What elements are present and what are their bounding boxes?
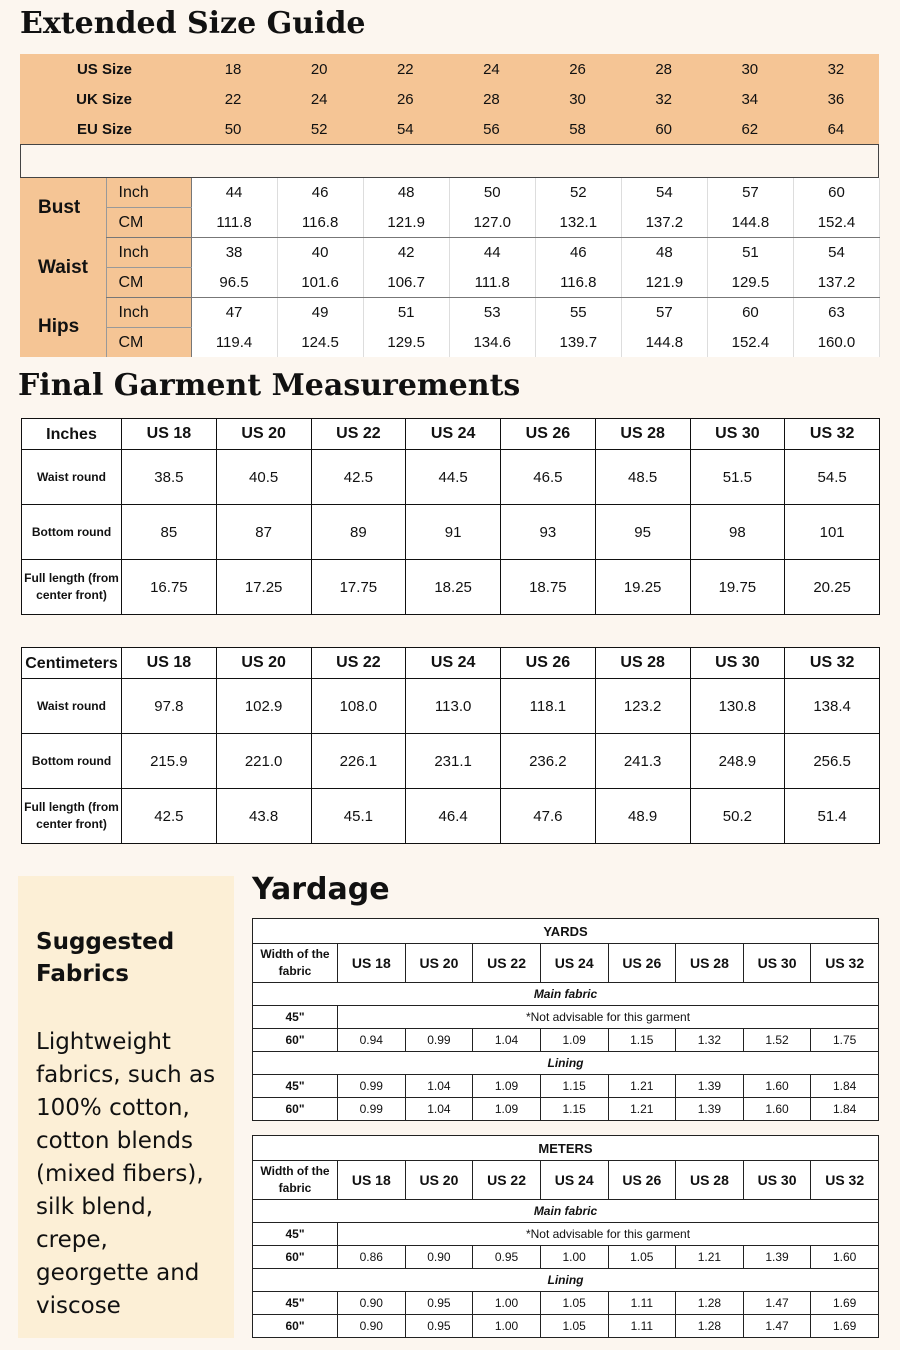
size-header: US 18 (338, 1161, 406, 1200)
measurement-value: 127.0 (449, 208, 535, 238)
unit-corner-label: Inches (22, 419, 122, 450)
size-value: 26 (362, 84, 448, 114)
yardage-title: Yardage (252, 872, 390, 907)
garment-value: 215.9 (122, 734, 217, 789)
measurement-value: 144.8 (621, 328, 707, 358)
measurement-value: 137.2 (621, 208, 707, 238)
garment-header-row (22, 419, 880, 450)
garment-inches-table (21, 418, 880, 615)
size-header: US 28 (676, 944, 744, 983)
yardage-value: 1.05 (608, 1246, 676, 1269)
yardage-value: 1.75 (811, 1029, 879, 1052)
garment-value: 95 (595, 505, 690, 560)
size-header: US 24 (406, 648, 501, 679)
garment-value: 17.75 (311, 560, 406, 615)
fabric-width-label: 45" (253, 1292, 338, 1315)
size-value: 20 (276, 54, 362, 84)
yardage-row (253, 1246, 879, 1269)
size-header: US 30 (690, 648, 785, 679)
garment-value: 18.75 (501, 560, 596, 615)
yardage-value: 1.21 (676, 1246, 744, 1269)
garment-row-label: Bottom round (22, 505, 122, 560)
size-row-label: UK Size (20, 84, 190, 114)
measurement-value: 53 (449, 298, 535, 328)
measurement-value: 44 (449, 238, 535, 268)
garment-value: 48.9 (595, 789, 690, 844)
yardage-value: 1.21 (608, 1098, 676, 1121)
garment-value: 17.25 (216, 560, 311, 615)
size-header: US 26 (501, 419, 596, 450)
garment-value: 40.5 (216, 450, 311, 505)
yardage-value: 1.09 (473, 1075, 541, 1098)
unit-label: Inch (106, 298, 191, 328)
garment-value: 108.0 (311, 679, 406, 734)
blank-divider-row (20, 144, 879, 178)
garment-value: 54.5 (785, 450, 880, 505)
yardage-value: 1.09 (473, 1098, 541, 1121)
size-header: US 26 (608, 1161, 676, 1200)
garment-row (22, 679, 880, 734)
size-row (20, 54, 879, 84)
body-measurements-table (20, 178, 880, 357)
garment-row-label: Waist round (22, 679, 122, 734)
measurement-inch-row (20, 238, 880, 268)
fabric-width-label: 60" (253, 1246, 338, 1269)
fabric-width-label: 45" (253, 1006, 338, 1029)
yardage-value: 1.28 (676, 1292, 744, 1315)
measurement-value: 121.9 (363, 208, 449, 238)
garment-value: 118.1 (501, 679, 596, 734)
size-header: US 30 (690, 419, 785, 450)
garment-value: 113.0 (406, 679, 501, 734)
measurement-value: 139.7 (535, 328, 621, 358)
size-header: US 22 (311, 419, 406, 450)
fabric-width-label: 60" (253, 1098, 338, 1121)
size-row-label: US Size (20, 54, 190, 84)
width-of-fabric-label: Width of the fabric (253, 944, 338, 983)
yardage-value: 1.00 (473, 1315, 541, 1338)
yardage-section-label: Lining (253, 1052, 879, 1075)
size-value: 28 (621, 54, 707, 84)
unit-label: CM (106, 268, 191, 298)
size-value: 62 (707, 114, 793, 144)
garment-row-label: Full length (from center front) (22, 789, 122, 844)
garment-value: 221.0 (216, 734, 311, 789)
size-header: US 22 (473, 1161, 541, 1200)
yardage-caption-row (253, 1136, 879, 1161)
size-conversion-table (20, 54, 879, 144)
garment-value: 101 (785, 505, 880, 560)
yardage-section-label: Main fabric (253, 983, 879, 1006)
measurement-value: 96.5 (191, 268, 277, 298)
size-header: US 32 (785, 648, 880, 679)
measurement-cm-row (20, 328, 880, 358)
garment-value: 42.5 (122, 789, 217, 844)
garment-value: 89 (311, 505, 406, 560)
size-header: US 32 (811, 944, 879, 983)
garment-value: 241.3 (595, 734, 690, 789)
garment-value: 19.75 (690, 560, 785, 615)
measurement-value: 124.5 (277, 328, 363, 358)
measurement-cm-row (20, 208, 880, 238)
yardage-value: 1.69 (811, 1315, 879, 1338)
size-header: US 24 (540, 1161, 608, 1200)
garment-value: 130.8 (690, 679, 785, 734)
garment-value: 98 (690, 505, 785, 560)
measurement-value: 47 (191, 298, 277, 328)
measurement-name: Hips (20, 298, 106, 358)
yardage-value: 1.39 (676, 1098, 744, 1121)
measurement-value: 116.8 (535, 268, 621, 298)
fabric-width-label: 45" (253, 1075, 338, 1098)
measurement-value: 57 (707, 178, 793, 208)
size-value: 32 (621, 84, 707, 114)
measurement-value: 48 (621, 238, 707, 268)
measurement-value: 129.5 (707, 268, 793, 298)
measurement-value: 111.8 (191, 208, 277, 238)
size-row (20, 114, 879, 144)
size-header: US 28 (595, 648, 690, 679)
yardage-section-label: Lining (253, 1269, 879, 1292)
yardage-value: 1.32 (676, 1029, 744, 1052)
yardage-value: 1.60 (743, 1075, 811, 1098)
size-value: 60 (621, 114, 707, 144)
garment-value: 51.4 (785, 789, 880, 844)
measurement-value: 52 (535, 178, 621, 208)
garment-value: 18.25 (406, 560, 501, 615)
measurement-value: 42 (363, 238, 449, 268)
garment-value: 123.2 (595, 679, 690, 734)
garment-value: 51.5 (690, 450, 785, 505)
garment-value: 97.8 (122, 679, 217, 734)
yardage-value: 1.15 (540, 1098, 608, 1121)
yardage-value: 1.09 (540, 1029, 608, 1052)
yardage-caption: METERS (253, 1136, 879, 1161)
measurement-value: 121.9 (621, 268, 707, 298)
measurement-value: 132.1 (535, 208, 621, 238)
size-header: US 30 (743, 944, 811, 983)
yardage-value: 1.04 (405, 1075, 473, 1098)
garment-value: 50.2 (690, 789, 785, 844)
yardage-value: 0.94 (338, 1029, 406, 1052)
yardage-value: 0.95 (473, 1246, 541, 1269)
size-value: 26 (535, 54, 621, 84)
garment-value: 38.5 (122, 450, 217, 505)
size-value: 54 (362, 114, 448, 144)
measurement-value: 160.0 (793, 328, 879, 358)
garment-value: 43.8 (216, 789, 311, 844)
measurement-name: Bust (20, 178, 106, 238)
size-value: 24 (448, 54, 534, 84)
garment-value: 44.5 (406, 450, 501, 505)
yardage-yards-table (252, 918, 879, 1121)
yardage-row (253, 1006, 879, 1029)
measurement-name: Waist (20, 238, 106, 298)
yardage-value: 1.84 (811, 1075, 879, 1098)
yardage-value: 1.11 (608, 1292, 676, 1315)
garment-value: 85 (122, 505, 217, 560)
size-value: 24 (276, 84, 362, 114)
garment-row (22, 450, 880, 505)
size-header: US 24 (540, 944, 608, 983)
size-value: 30 (535, 84, 621, 114)
yardage-value: 1.60 (743, 1098, 811, 1121)
garment-value: 248.9 (690, 734, 785, 789)
yardage-value: 1.69 (811, 1292, 879, 1315)
fabrics-description: Lightweight fabrics, such as 100% cotton, cotton blends (mixed fibers), silk blend, crepe, georgette and viscose (36, 1029, 216, 1319)
measurement-value: 38 (191, 238, 277, 268)
size-header: US 20 (216, 419, 311, 450)
measurement-value: 137.2 (793, 268, 879, 298)
measurement-value: 106.7 (363, 268, 449, 298)
yardage-row (253, 1075, 879, 1098)
garment-value: 42.5 (311, 450, 406, 505)
measurement-value: 60 (707, 298, 793, 328)
size-header: US 18 (338, 944, 406, 983)
size-value: 50 (190, 114, 276, 144)
size-value: 34 (707, 84, 793, 114)
garment-value: 236.2 (501, 734, 596, 789)
yardage-row (253, 1223, 879, 1246)
yardage-value: 0.95 (405, 1315, 473, 1338)
size-header: US 28 (595, 419, 690, 450)
size-value: 58 (535, 114, 621, 144)
measurement-value: 40 (277, 238, 363, 268)
garment-value: 138.4 (785, 679, 880, 734)
garment-row (22, 560, 880, 615)
size-header: US 20 (405, 1161, 473, 1200)
garment-cm-table (21, 647, 880, 844)
size-header: US 26 (501, 648, 596, 679)
size-value: 52 (276, 114, 362, 144)
size-value: 18 (190, 54, 276, 84)
size-row (20, 84, 879, 114)
measurement-value: 55 (535, 298, 621, 328)
yardage-value: 1.39 (676, 1075, 744, 1098)
measurement-value: 51 (707, 238, 793, 268)
not-advisable-note: *Not advisable for this garment (338, 1223, 879, 1246)
fabric-width-label: 60" (253, 1315, 338, 1338)
garment-value: 102.9 (216, 679, 311, 734)
yardage-caption-row (253, 919, 879, 944)
measurement-value: 49 (277, 298, 363, 328)
measurement-value: 152.4 (793, 208, 879, 238)
size-header: US 22 (473, 944, 541, 983)
yardage-caption: YARDS (253, 919, 879, 944)
garment-header-row (22, 648, 880, 679)
yardage-meters-table (252, 1135, 879, 1338)
measurement-value: 101.6 (277, 268, 363, 298)
measurement-value: 152.4 (707, 328, 793, 358)
yardage-section-row (253, 1052, 879, 1075)
measurement-value: 63 (793, 298, 879, 328)
yardage-value: 1.11 (608, 1315, 676, 1338)
yardage-value: 0.99 (405, 1029, 473, 1052)
measurement-cm-row (20, 268, 880, 298)
measurement-value: 46 (277, 178, 363, 208)
yardage-value: 0.86 (338, 1246, 406, 1269)
size-value: 28 (448, 84, 534, 114)
yardage-section-row (253, 983, 879, 1006)
garment-value: 87 (216, 505, 311, 560)
garment-value: 46.4 (406, 789, 501, 844)
measurement-value: 60 (793, 178, 879, 208)
yardage-row (253, 1315, 879, 1338)
measurement-value: 129.5 (363, 328, 449, 358)
garment-value: 256.5 (785, 734, 880, 789)
size-guide-title: Extended Size Guide (20, 6, 366, 41)
measurement-value: 48 (363, 178, 449, 208)
size-header: US 26 (608, 944, 676, 983)
yardage-value: 1.47 (743, 1292, 811, 1315)
size-header: US 18 (122, 648, 217, 679)
size-value: 22 (362, 54, 448, 84)
size-header: US 20 (405, 944, 473, 983)
yardage-value: 1.00 (540, 1246, 608, 1269)
fabric-width-label: 45" (253, 1223, 338, 1246)
yardage-value: 1.04 (405, 1098, 473, 1121)
measurement-value: 144.8 (707, 208, 793, 238)
suggested-fabrics-panel (18, 876, 234, 1338)
size-header: US 32 (811, 1161, 879, 1200)
yardage-value: 1.04 (473, 1029, 541, 1052)
yardage-value: 0.99 (338, 1075, 406, 1098)
fabrics-heading: Suggested Fabrics (36, 929, 175, 987)
yardage-value: 1.05 (540, 1292, 608, 1315)
yardage-value: 0.90 (338, 1315, 406, 1338)
garment-value: 48.5 (595, 450, 690, 505)
width-of-fabric-label: Width of the fabric (253, 1161, 338, 1200)
garment-value: 46.5 (501, 450, 596, 505)
measurement-value: 54 (793, 238, 879, 268)
size-value: 22 (190, 84, 276, 114)
size-header: US 30 (743, 1161, 811, 1200)
size-header: US 24 (406, 419, 501, 450)
measurement-value: 57 (621, 298, 707, 328)
size-value: 30 (707, 54, 793, 84)
unit-label: Inch (106, 178, 191, 208)
garment-value: 16.75 (122, 560, 217, 615)
unit-corner-label: Centimeters (22, 648, 122, 679)
measurement-value: 134.6 (449, 328, 535, 358)
size-row-label: EU Size (20, 114, 190, 144)
yardage-value: 1.52 (743, 1029, 811, 1052)
yardage-row (253, 1029, 879, 1052)
yardage-value: 1.39 (743, 1246, 811, 1269)
garment-row-label: Waist round (22, 450, 122, 505)
garment-row (22, 789, 880, 844)
size-header: US 32 (785, 419, 880, 450)
measurement-value: 44 (191, 178, 277, 208)
garment-title: Final Garment Measurements (18, 368, 521, 403)
measurement-value: 111.8 (449, 268, 535, 298)
garment-value: 20.25 (785, 560, 880, 615)
garment-value: 91 (406, 505, 501, 560)
size-header: US 20 (216, 648, 311, 679)
yardage-value: 1.28 (676, 1315, 744, 1338)
measurement-inch-row (20, 178, 880, 208)
yardage-value: 0.90 (405, 1246, 473, 1269)
size-value: 56 (448, 114, 534, 144)
yardage-value: 1.60 (811, 1246, 879, 1269)
yardage-value: 1.05 (540, 1315, 608, 1338)
measurement-value: 54 (621, 178, 707, 208)
measurement-inch-row (20, 298, 880, 328)
measurement-value: 50 (449, 178, 535, 208)
size-value: 32 (793, 54, 879, 84)
yardage-section-row (253, 1269, 879, 1292)
yardage-value: 1.00 (473, 1292, 541, 1315)
yardage-section-label: Main fabric (253, 1200, 879, 1223)
yardage-header-row (253, 1161, 879, 1200)
garment-value: 93 (501, 505, 596, 560)
unit-label: CM (106, 328, 191, 358)
size-header: US 18 (122, 419, 217, 450)
garment-row (22, 505, 880, 560)
measurement-value: 46 (535, 238, 621, 268)
size-value: 64 (793, 114, 879, 144)
fabric-width-label: 60" (253, 1029, 338, 1052)
garment-value: 226.1 (311, 734, 406, 789)
measurement-value: 51 (363, 298, 449, 328)
garment-value: 231.1 (406, 734, 501, 789)
unit-label: Inch (106, 238, 191, 268)
size-header: US 22 (311, 648, 406, 679)
size-value: 36 (793, 84, 879, 114)
garment-row-label: Full length (from center front) (22, 560, 122, 615)
measurement-value: 116.8 (277, 208, 363, 238)
yardage-value: 1.15 (540, 1075, 608, 1098)
yardage-row (253, 1292, 879, 1315)
unit-label: CM (106, 208, 191, 238)
yardage-value: 1.47 (743, 1315, 811, 1338)
yardage-row (253, 1098, 879, 1121)
yardage-value: 1.15 (608, 1029, 676, 1052)
yardage-header-row (253, 944, 879, 983)
garment-value: 47.6 (501, 789, 596, 844)
yardage-value: 0.99 (338, 1098, 406, 1121)
yardage-value: 1.21 (608, 1075, 676, 1098)
not-advisable-note: *Not advisable for this garment (338, 1006, 879, 1029)
size-conversion-grid (20, 54, 879, 144)
yardage-value: 1.84 (811, 1098, 879, 1121)
garment-value: 45.1 (311, 789, 406, 844)
yardage-value: 0.90 (338, 1292, 406, 1315)
measurement-value: 119.4 (191, 328, 277, 358)
yardage-section-row (253, 1200, 879, 1223)
yardage-value: 0.95 (405, 1292, 473, 1315)
garment-row (22, 734, 880, 789)
size-header: US 28 (676, 1161, 744, 1200)
garment-row-label: Bottom round (22, 734, 122, 789)
garment-value: 19.25 (595, 560, 690, 615)
